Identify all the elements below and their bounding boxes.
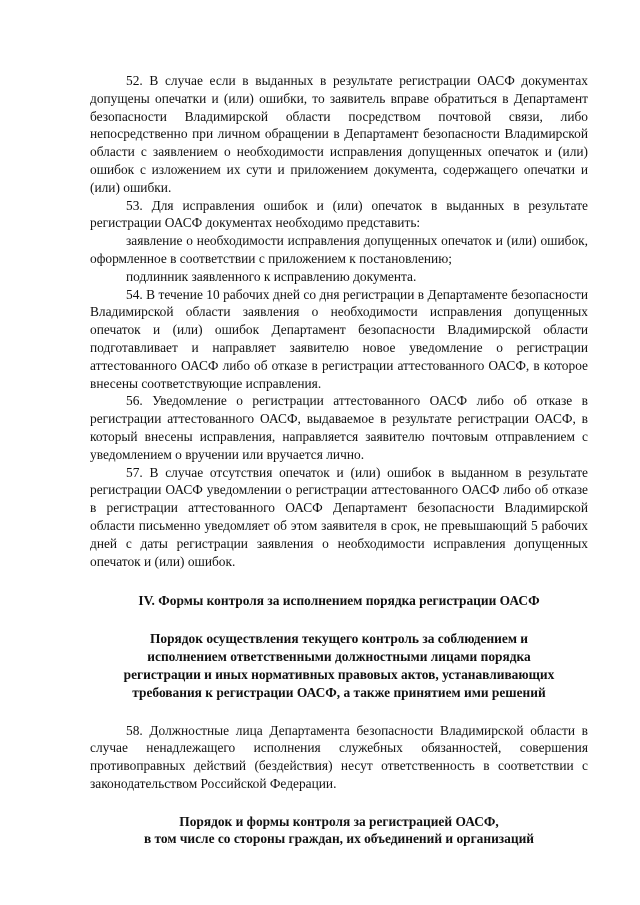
paragraph-56: 56. Уведомление о регистрации аттестованного ОАСФ либо об отказе в регистрации аттестованного ОАСФ, выдаваемое в результате регистрации ОАСФ, в который внесены исправления, направляется заявителю почтовым отправлением с уведомлением о вручении или вручается лично. <box>90 393 588 462</box>
paragraph-52: 52. В случае если в выданных в результате регистрации ОАСФ документах допущены опечатки и (или) ошибки, то заявитель вправе обратиться в Департамент безопасности Владимирской области посредством почтовой связи, либо непосредственно при личном обращении в Департамент безопасности Владимирской области с заявлением о необходимости исправления допущенных опечаток и (или) ошибок с изложением их сути и приложением документа, содержащего опечатки и (или) ошибки. <box>90 73 588 195</box>
subheading-current-control <box>90 630 588 701</box>
section-heading-iv: IV. Формы контроля за исполнением порядка регистрации ОАСФ <box>138 593 540 609</box>
subheading-line: исполнением ответственными должностными лицами порядка <box>147 649 531 665</box>
subheading-control-forms <box>90 813 588 849</box>
subheading-line: требования к регистрации ОАСФ, а также принятием ими решений <box>132 684 546 700</box>
paragraph-58: 58. Должностные лица Департамента безопасности Владимирской области в случае ненадлежащего исполнения служебных обязанностей, совершения противоправных действий (бездействия) несут ответственность в соответствии с законодательством Российской Федерации. <box>90 722 588 791</box>
subheading-line: Порядок осуществления текущего контроль за соблюдением и <box>149 631 529 647</box>
subheading-line: в том числе со стороны граждан, их объединений и организаций <box>143 831 535 847</box>
subheading-line: Порядок и формы контроля за регистрацией ОАСФ, <box>179 813 499 829</box>
paragraph-54: 54. В течение 10 рабочих дней со дня регистрации в Департаменте безопасности Владимирской области заявления о необходимости исправления допущенных опечаток и (или) ошибок Департамент безопасности Владимирской области подготавливает и направляет заявителю новое уведомление о регистрации аттестованного ОАСФ либо об отказе в регистрации аттестованного ОАСФ, в которое внесены соответствующие исправления. <box>90 286 588 391</box>
list-item-original-document: подлинник заявленного к исправлению документа. <box>126 268 417 284</box>
list-item-application: заявление о необходимости исправления допущенных опечаток и (или) ошибок, оформленное в соответствии с приложением к постановлению; <box>90 233 588 266</box>
paragraph-57: 57. В случае отсутствия опечаток и (или) ошибок в выданном в результате регистрации ОАСФ уведомлении о регистрации аттестованного ОАСФ либо об отказе в регистрации аттестованного ОАСФ Департамент безопасности Владимирской области письменно уведомляет об этом заявителя в срок, не превышающий 5 рабочих дней с даты регистрации заявления о необходимости исправления допущенных опечаток и (или) ошибок. <box>90 464 588 569</box>
paragraph-53: 53. Для исправления ошибок и (или) опечаток в выданных в результате регистрации ОАСФ документах необходимо представить: <box>90 197 588 231</box>
subheading-line: регистрации и иных нормативных правовых актов, устанавливающих <box>123 666 555 682</box>
document-page <box>90 72 588 848</box>
